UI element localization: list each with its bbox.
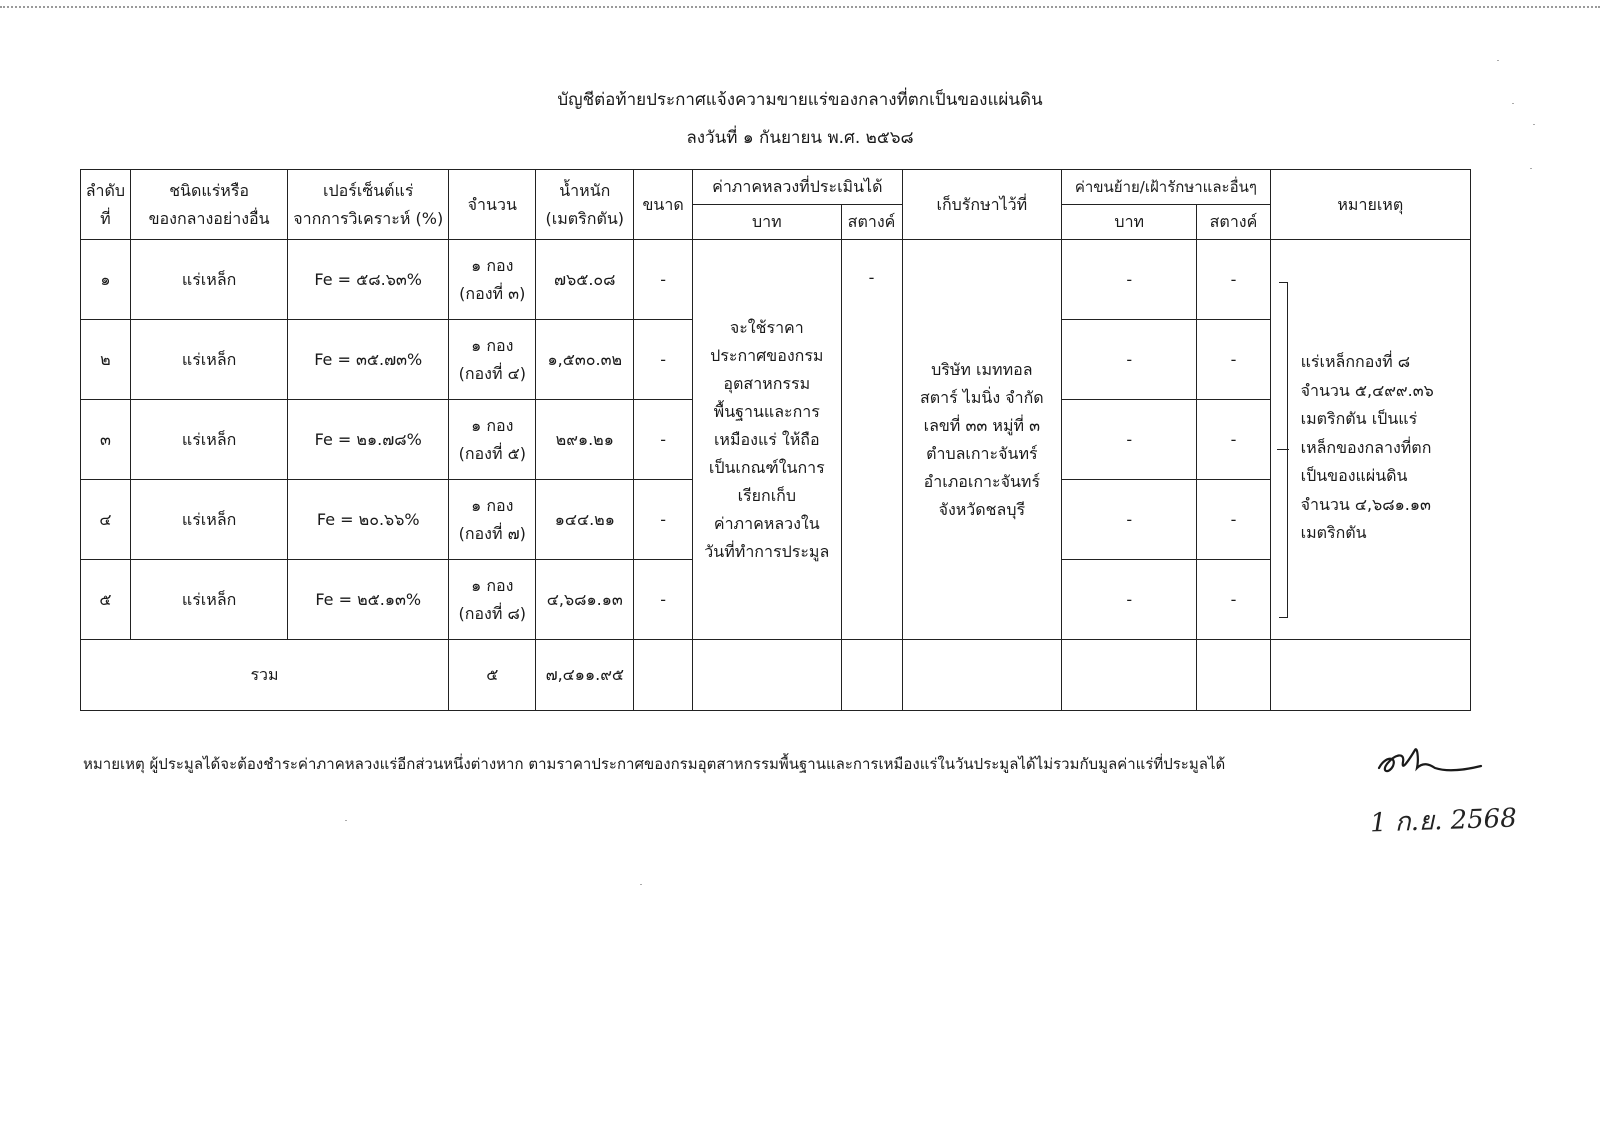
remark-note-line: เป็นของแผ่นดิน — [1300, 466, 1408, 485]
row-size: - — [634, 240, 693, 320]
header-type: ชนิดแร่หรือ ของกลางอย่างอื่น — [130, 170, 288, 240]
price-note-line: ประกาศของกรม — [710, 345, 824, 365]
header-quantity: จำนวน — [449, 170, 536, 240]
row-type: แร่เหล็ก — [130, 240, 288, 320]
storage-note-line: สตาร์ ไมนิ่ง จำกัด — [919, 387, 1044, 407]
row-transport-baht: - — [1062, 240, 1197, 320]
row-percent: Fe = ๕๘.๖๓% — [288, 240, 449, 320]
scan-top-edge — [0, 6, 1600, 8]
row-no: ๓ — [81, 400, 131, 480]
table-row — [81, 240, 1471, 320]
handwritten-date: 1 ก.ย. 2568 — [1369, 803, 1518, 839]
total-royalty-baht — [693, 640, 841, 711]
price-note-line: วันที่ทำการประมูล — [704, 541, 830, 561]
row-percent: Fe = ๓๕.๗๓% — [288, 320, 449, 400]
row-weight: ๒๙๑.๒๑ — [536, 400, 634, 480]
royalty-satang-cell: - — [841, 240, 902, 640]
row-transport-baht: - — [1062, 560, 1197, 640]
header-transport-satang: สตางค์ — [1197, 205, 1270, 240]
total-weight: ๗,๔๑๑.๙๕ — [536, 640, 634, 711]
row-no: ๔ — [81, 480, 131, 560]
header-size: ขนาด — [634, 170, 693, 240]
row-no: ๒ — [81, 320, 131, 400]
document-date: ลงวันที่ ๑ กันยายน พ.ศ. ๒๕๖๘ — [686, 128, 914, 148]
total-transport-baht — [1062, 640, 1197, 711]
price-note-line: เป็นเกณฑ์ในการ — [708, 457, 825, 477]
scan-speck — [1533, 124, 1535, 125]
scan-speck — [1512, 103, 1514, 104]
row-transport-satang: - — [1197, 480, 1270, 560]
row-transport-baht: - — [1062, 480, 1197, 560]
scan-speck — [1530, 168, 1532, 169]
row-size: - — [634, 400, 693, 480]
total-row — [81, 640, 1471, 711]
row-transport-baht: - — [1062, 320, 1197, 400]
total-transport-satang — [1197, 640, 1270, 711]
price-note-line: เรียกเก็บ — [737, 485, 796, 505]
remark-note — [1301, 348, 1466, 548]
row-weight: ๑๔๔.๒๑ — [536, 480, 634, 560]
row-percent: Fe = ๒๕.๑๓% — [288, 560, 449, 640]
scan-speck — [345, 820, 347, 821]
header-royalty: ค่าภาคหลวงที่ประเมินได้ — [693, 170, 902, 205]
total-royalty-satang — [841, 640, 902, 711]
row-transport-satang: - — [1197, 560, 1270, 640]
remark-note-line: เหล็กของกลางที่ตก — [1300, 437, 1432, 457]
header-storage: เก็บรักษาไว้ที่ — [902, 170, 1062, 240]
header-percent: เปอร์เซ็นต์แร่ จากการวิเคราะห์ (%) — [288, 170, 449, 240]
header-royalty-satang: สตางค์ — [841, 205, 902, 240]
scan-speck — [1497, 60, 1499, 61]
remark-bracket — [1279, 282, 1288, 618]
storage-note-line: อำเภอเกาะจันทร์ — [923, 471, 1041, 491]
royalty-price-note — [693, 240, 841, 640]
row-size: - — [634, 480, 693, 560]
storage-note-line: เลขที่ ๓๓ หมู่ที่ ๓ — [923, 415, 1041, 435]
storage-note-line: บริษัท เมททอล — [931, 359, 1033, 379]
storage-location-note — [902, 240, 1062, 640]
remark-note-line: แร่เหล็กกองที่ ๘ — [1300, 352, 1411, 371]
remark-note-line: เมตริกตัน เป็นแร่ — [1300, 409, 1418, 428]
header-weight: น้ำหนัก (เมตริกตัน) — [536, 170, 634, 240]
total-remark — [1270, 640, 1470, 711]
price-note-line: จะใช้ราคา — [729, 317, 804, 337]
storage-note-line: จังหวัดชลบุรี — [938, 499, 1026, 519]
remark-note-line: จำนวน ๔,๖๘๑.๑๓ — [1300, 494, 1431, 514]
footnote: หมายเหตุ ผู้ประมูลได้จะต้องชำระค่าภาคหลวงแร่อีกส่วนหนึ่งต่างหาก ตามราคาประกาศของกรมอุตสาหกรรมพื้นฐานและการเหมืองแร่ในวันประมูลได้ไม่รวมกับมูลค่าแร่ที่ประมูลได้ — [83, 755, 1226, 773]
row-percent: Fe = ๒๑.๗๘% — [288, 400, 449, 480]
row-type: แร่เหล็ก — [130, 400, 288, 480]
row-percent: Fe = ๒๐.๖๖% — [288, 480, 449, 560]
row-weight: ๑,๕๓๐.๓๒ — [536, 320, 634, 400]
total-quantity: ๕ — [449, 640, 536, 711]
row-quantity: ๑ กอง (กองที่ ๓) — [449, 240, 536, 320]
row-transport-satang: - — [1197, 320, 1270, 400]
remark-note-line: เมตริกตัน — [1300, 523, 1367, 542]
row-transport-satang: - — [1197, 400, 1270, 480]
total-size — [634, 640, 693, 711]
price-note-line: พื้นฐานและการ — [713, 401, 820, 421]
row-type: แร่เหล็ก — [130, 480, 288, 560]
row-size: - — [634, 320, 693, 400]
signature — [1375, 742, 1485, 782]
row-quantity: ๑ กอง (กองที่ ๔) — [449, 320, 536, 400]
row-size: - — [634, 560, 693, 640]
header-royalty-baht: บาท — [693, 205, 841, 240]
row-transport-baht: - — [1062, 400, 1197, 480]
row-type: แร่เหล็ก — [130, 320, 288, 400]
storage-note-line: ตำบลเกาะจันทร์ — [926, 443, 1038, 463]
price-note-line: ค่าภาคหลวงใน — [713, 513, 820, 533]
row-no: ๕ — [81, 560, 131, 640]
header-no: ลำดับ ที่ — [81, 170, 131, 240]
total-storage — [902, 640, 1062, 711]
row-weight: ๔,๖๘๑.๑๓ — [536, 560, 634, 640]
row-type: แร่เหล็ก — [130, 560, 288, 640]
total-label: รวม — [81, 640, 449, 711]
remark-cell — [1270, 240, 1470, 640]
header-row — [81, 170, 1471, 205]
row-no: ๑ — [81, 240, 131, 320]
header-transport: ค่าขนย้าย/เฝ้ารักษาและอื่นๆ — [1062, 170, 1270, 205]
remark-note-line: จำนวน ๕,๔๙๙.๓๖ — [1300, 380, 1434, 400]
remark-bracket-tick — [1277, 449, 1289, 450]
header-transport-baht: บาท — [1062, 205, 1197, 240]
row-quantity: ๑ กอง (กองที่ ๘) — [449, 560, 536, 640]
scan-speck — [640, 884, 642, 885]
row-quantity: ๑ กอง (กองที่ ๗) — [449, 480, 536, 560]
price-note-line: เหมืองแร่ ให้ถือ — [713, 429, 820, 449]
row-transport-satang: - — [1197, 240, 1270, 320]
ore-sale-table — [80, 169, 1471, 711]
price-note-line: อุตสาหกรรม — [723, 373, 811, 393]
row-quantity: ๑ กอง (กองที่ ๕) — [449, 400, 536, 480]
header-remark: หมายเหตุ — [1270, 170, 1470, 240]
row-weight: ๗๖๕.๐๘ — [536, 240, 634, 320]
document-title: บัญชีต่อท้ายประกาศแจ้งความขายแร่ของกลางที่ตกเป็นของแผ่นดิน — [557, 90, 1043, 110]
